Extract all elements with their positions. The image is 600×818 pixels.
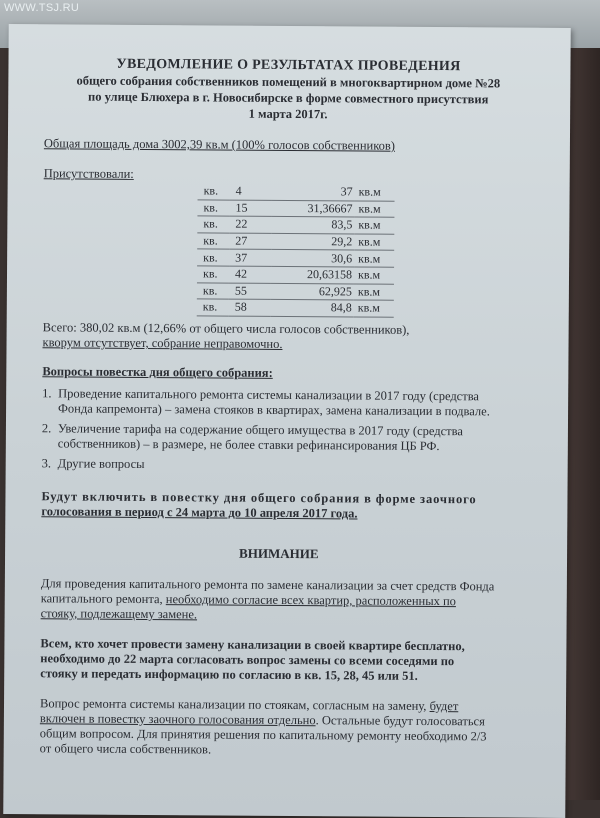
- present-cell-kv: кв.: [198, 183, 230, 199]
- para2-line-1: Всем, кто хочет провести замену канализации в своей квартире бесплатно,: [40, 636, 465, 654]
- para1-line-2b: необходимо согласие всех квартир, расположенных по: [165, 592, 457, 609]
- include-note-line-1: Будут включить в повестку дня общего собрания в форме заочного: [41, 489, 477, 507]
- attention-heading: ВНИМАНИЕ: [239, 545, 319, 562]
- present-cell-kv: кв.: [197, 199, 229, 216]
- present-cell-area: 20,63158: [271, 266, 354, 283]
- present-cell-area: 37: [272, 184, 355, 201]
- present-cell-unit: кв.м: [354, 250, 394, 267]
- present-cell-unit: кв.м: [354, 201, 394, 218]
- present-cell-num: 55: [229, 283, 271, 300]
- total-present: Всего: 380,02 кв.м (12,66% от общего числа голосов собственников),: [42, 320, 410, 337]
- present-label: Присутствовали:: [43, 166, 134, 181]
- present-row: [197, 299, 394, 317]
- present-cell-kv: кв.: [197, 282, 229, 299]
- present-row: [197, 282, 394, 300]
- present-cell-kv: кв.: [197, 216, 229, 233]
- agenda-item-1-line-2: Фонда капремонта) – замена стояков в квартирах, замена канализации в подвале.: [58, 401, 490, 419]
- notice-date: 1 марта 2017г.: [248, 106, 328, 122]
- para3-line-1a: Вопрос ремонта системы канализации по стоякам, согласным на замену,: [39, 696, 430, 714]
- present-cell-num: 4: [230, 184, 272, 200]
- notice-subtitle-2: по улице Блюхера в г. Новосибирске в форме совместного присутствия: [88, 89, 489, 107]
- present-row: [198, 183, 395, 200]
- para2-line-3: стояку и передать информацию по согласию в кв. 15, 28, 45 или 51.: [40, 666, 418, 683]
- present-cell-unit: кв.м: [354, 300, 394, 317]
- para1-line-3: стояку, подлежащему замене.: [40, 606, 198, 622]
- agenda-item-1-number: 1.: [42, 386, 52, 401]
- present-cell-kv: кв.: [197, 249, 229, 266]
- agenda-item-1-line-1: Проведение капитального ремонта системы канализации в 2017 году (средства: [58, 386, 480, 404]
- agenda-heading: Вопросы повестка дня общего собрания:: [42, 364, 273, 380]
- total-area: Общая площадь дома 3002,39 кв.м (100% голосов собственников): [43, 136, 396, 153]
- para3-line-3: общим вопросом. Для принятия решения по капитальному ремонту необходимо 2/3: [39, 726, 487, 744]
- present-cell-unit: кв.м: [354, 234, 394, 251]
- present-cell-unit: кв.м: [354, 284, 394, 301]
- present-cell-num: 42: [229, 266, 271, 283]
- para3-line-1b: будет: [429, 699, 459, 714]
- present-cell-num: 22: [229, 216, 271, 233]
- present-row: [197, 233, 394, 251]
- present-cell-unit: кв.м: [354, 267, 394, 284]
- agenda-item-3-number: 3.: [41, 456, 52, 471]
- present-cell-num: 37: [229, 249, 271, 266]
- notice-title: УВЕДОМЛЕНИЕ О РЕЗУЛЬТАТАХ ПРОВЕДЕНИЯ: [116, 56, 461, 75]
- present-cell-num: 15: [229, 200, 271, 217]
- agenda-item-2-line-1: Увеличение тарифа на содержание общего имущества в 2017 году (средства: [57, 421, 464, 439]
- agenda-item-3-line-1: Другие вопросы: [57, 456, 145, 472]
- present-cell-kv: кв.: [197, 299, 229, 316]
- present-row: [197, 199, 394, 217]
- agenda-item-2-line-2: собственников) – в размере, не более ставки рефинансирования ЦБ РФ.: [57, 436, 440, 454]
- quorum-status: кворум отсутствует, собрание неправомочно.: [42, 335, 283, 351]
- present-cell-area: 29,2: [271, 233, 354, 250]
- notice-header: [68, 56, 508, 123]
- present-cell-kv: кв.: [197, 233, 229, 250]
- present-cell-unit: кв.м: [354, 217, 394, 234]
- para1-line-2a: капитального ремонта,: [40, 591, 166, 607]
- present-row: [197, 216, 394, 234]
- present-cell-num: 58: [229, 299, 271, 316]
- para1-line-1: Для проведения капитального ремонта по замене канализации за счет средств Фонда: [40, 576, 495, 594]
- notice-paper: [3, 24, 571, 818]
- para3-line-2b: . Остальные будут голосоваться: [315, 713, 485, 729]
- present-row: [197, 266, 394, 284]
- present-cell-kv: кв.: [197, 266, 229, 283]
- present-cell-area: 83,5: [271, 217, 354, 234]
- para2-line-2: необходимо до 22 марта согласовать вопрос замены со всеми соседями по: [40, 651, 455, 669]
- present-row: [197, 249, 394, 267]
- para3-line-2a: включен в повестку заочного голосования отдельно: [39, 711, 316, 728]
- present-cell-area: 30,6: [271, 250, 354, 267]
- watermark: WWW.TSJ.RU: [4, 2, 80, 14]
- para3-line-4: от общего числа собственников.: [39, 741, 212, 757]
- present-cell-area: 31,36667: [271, 200, 354, 217]
- include-note-line-2: голосования в период с 24 марта до 10 апреля 2017 года.: [41, 504, 358, 521]
- present-cell-area: 84,8: [271, 300, 354, 317]
- agenda-item-2-number: 2.: [41, 421, 52, 436]
- notice-subtitle-1: общего собрания собственников помещений в многоквартирном доме №28: [76, 73, 501, 91]
- present-cell-num: 27: [229, 233, 271, 250]
- present-cell-area: 62,925: [271, 283, 354, 300]
- present-table: [197, 183, 395, 317]
- present-cell-unit: кв.м: [355, 184, 395, 200]
